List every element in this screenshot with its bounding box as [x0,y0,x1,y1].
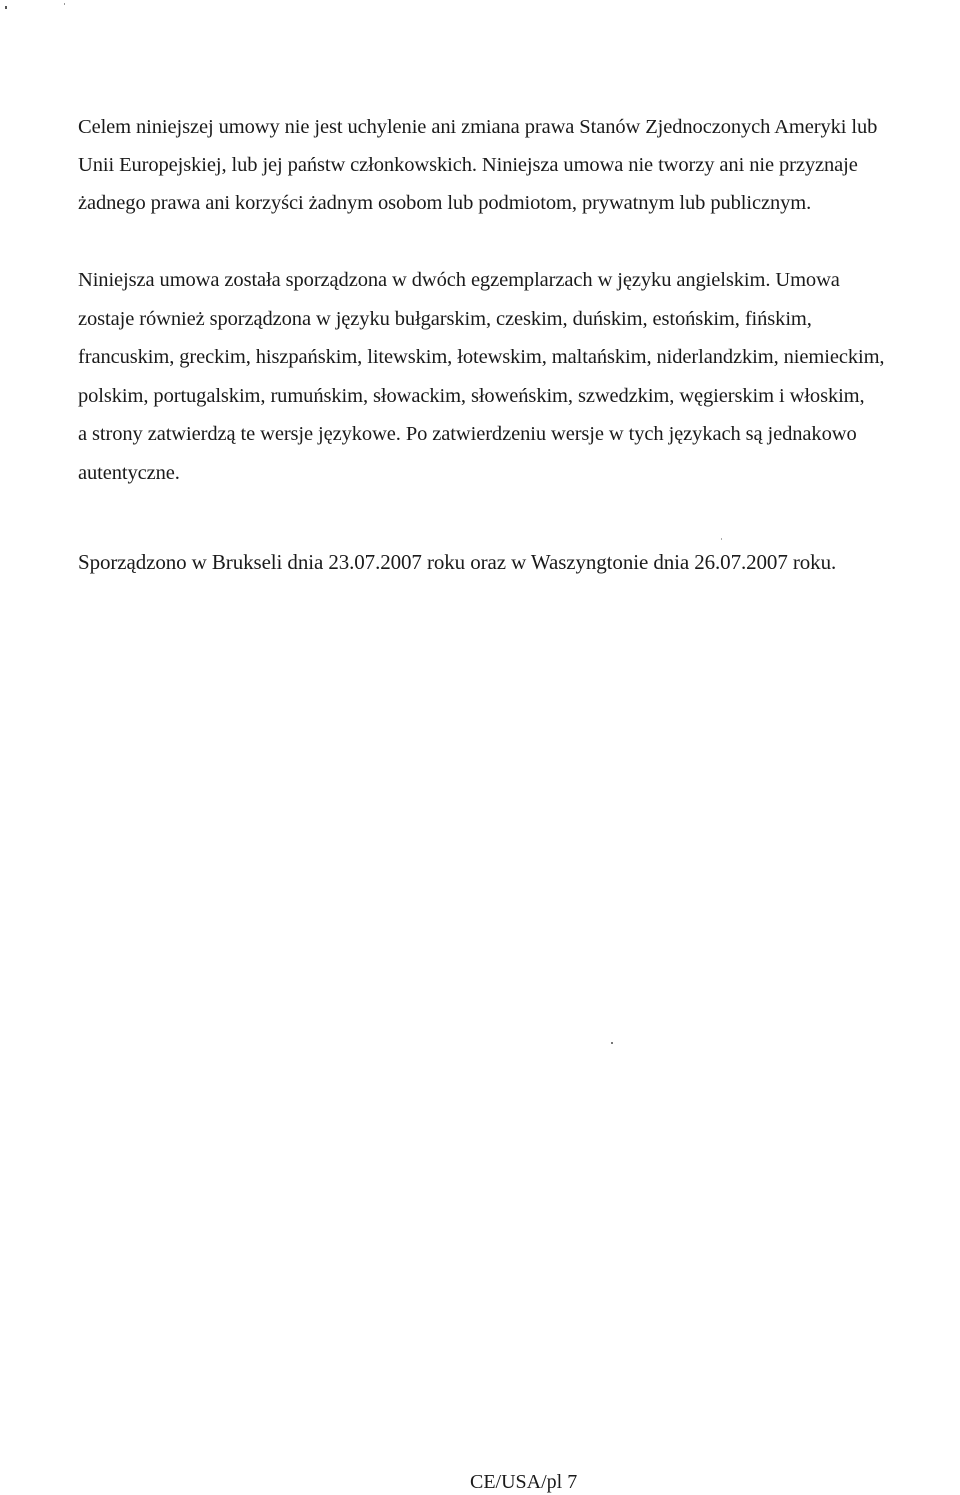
paragraph-1-line-3: żadnego prawa ani korzyści żadnym osobom lub podmiotom, prywatnym lub publicznym. [78,192,812,214]
paragraph-2-line-1: Niniejsza umowa została sporządzona w dwóch egzemplarzach w języku angielskim. Umowa [78,269,840,291]
paragraph-1-line-2: Unii Europejskiej, lub jej państw członkowskich. Niniejsza umowa nie tworzy ani nie przyznaje [78,154,858,176]
document-reference-footer: CE/USA/pl 7 [470,1471,578,1493]
scan-speck [5,6,7,9]
paragraph-3-line-1: Sporządzono w Brukseli dnia 23.07.2007 roku oraz w Waszyngtonie dnia 26.07.2007 roku. [78,550,837,574]
paragraph-2-line-5: a strony zatwierdzą te wersje językowe. Po zatwierdzeniu wersje w tych językach są jednakowo [78,423,857,445]
paragraph-1-line-1: Celem niniejszej umowy nie jest uchylenie ani zmiana prawa Stanów Zjednoczonych Ameryki lub [78,116,878,138]
scan-speck [721,538,722,540]
paragraph-2-line-2: zostaje również sporządzona w języku bułgarskim, czeskim, duńskim, estońskim, fińskim, [78,308,812,330]
paragraph-2-line-6: autentyczne. [78,462,180,484]
paragraph-2-line-3: francuskim, greckim, hiszpańskim, litewskim, łotewskim, maltańskim, niderlandzkim, niemieckim, [78,346,885,368]
scan-speck [611,1042,613,1044]
scan-speck [64,3,65,5]
paragraph-2-line-4: polskim, portugalskim, rumuńskim, słowackim, słoweńskim, szwedzkim, węgierskim i włoskim, [78,385,865,407]
